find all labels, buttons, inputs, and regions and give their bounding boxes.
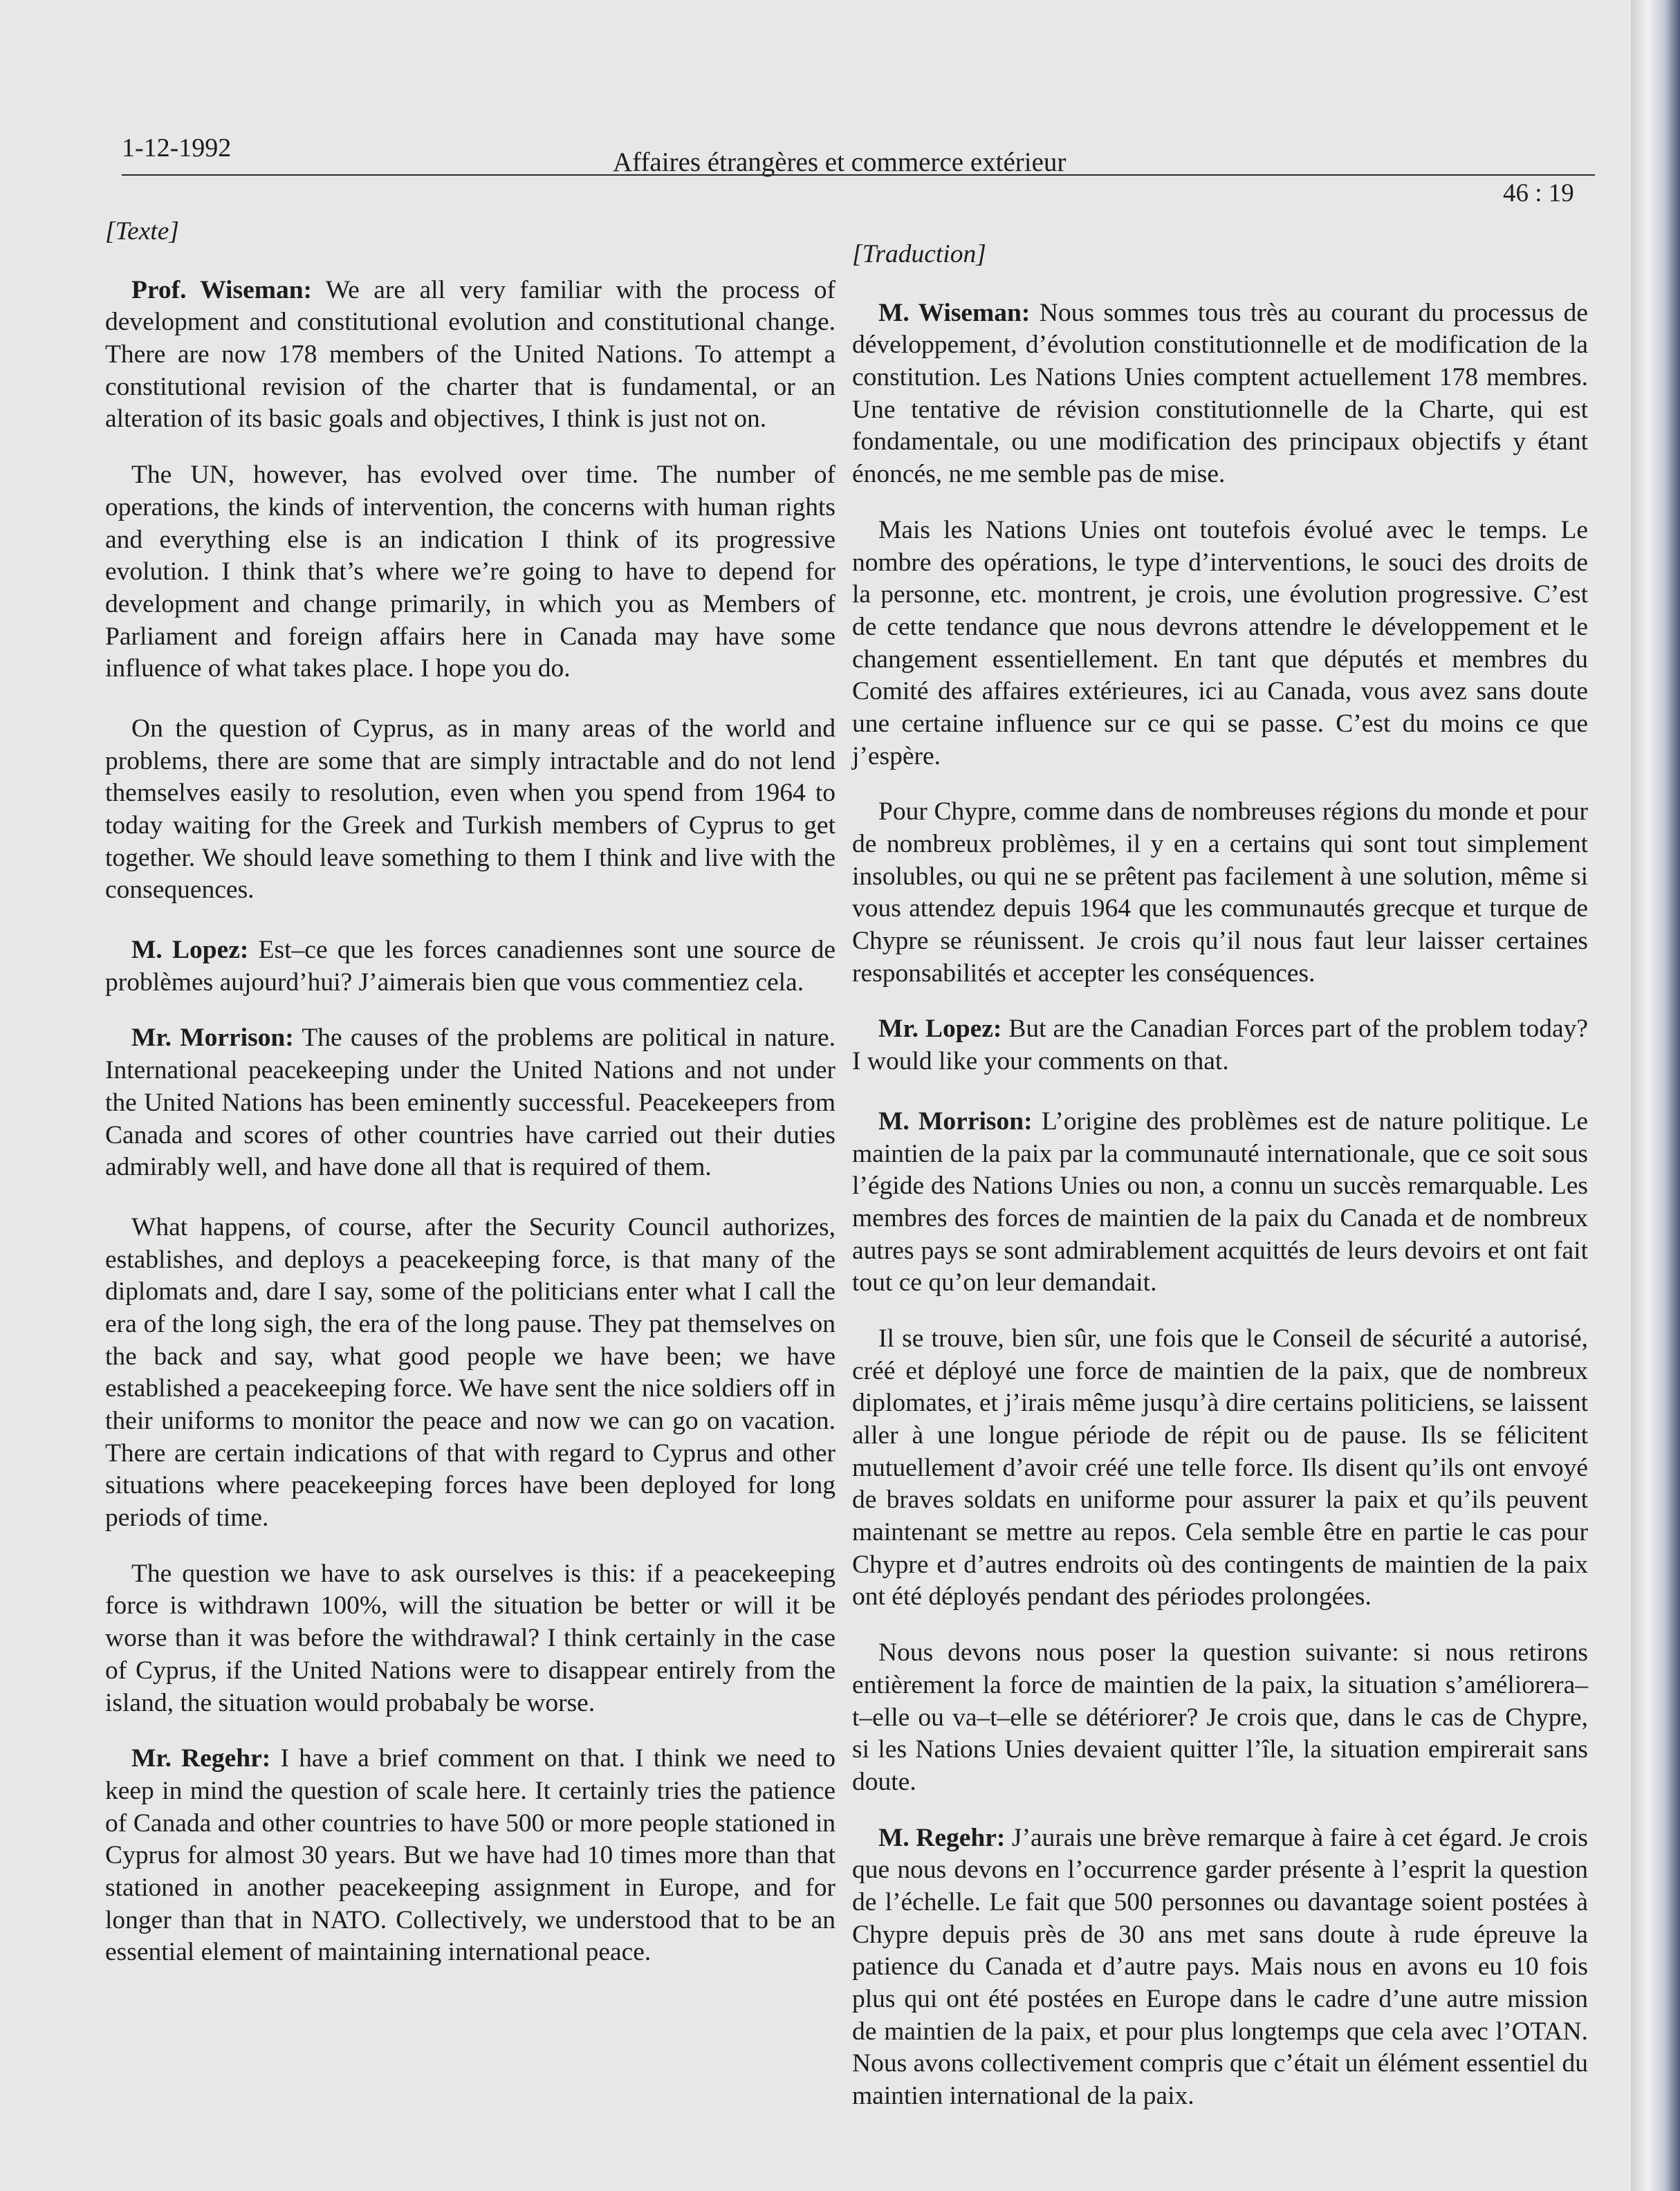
paragraph-text: J’aurais une brève remarque à faire à cet égard. Je crois que nous devons en l’occurrence garder présente à l’esprit la question de l’échelle. Le fait que 500 personnes ou davantage soient postées à Chypre depuis près de 30 ans met sans doute à rude épreuve la patience du Canada et d’autre pays. Mais nous en avons eu 10 fois plus qui ont été postées en Europe dans le cadre d’une autre mission de maintien de la paix, et pour plus longtemps que cela avec l’OTAN. Nous avons collectivement compris que c’était un élément essentiel du maintien international de la paix.: [852, 1823, 1588, 2111]
paragraph-text: Pour Chypre, comme dans de nombreuses régions du monde et pour de nombreux problèmes, il y en a certains qui sont tout simplement insolubles, ou qui ne se prêtent pas facilement à une solution, même si vous attendez depuis 1964 que les communautés grecque et turque de Chypre se réunissent. Je crois qu’il nous faut leur laisser certaines responsabilités et accepter les conséquences.: [852, 797, 1588, 988]
column-label: [Texte]: [105, 217, 179, 246]
paragraph-text: What happens, of course, after the Security Council authorizes, establishes, and deploys a peacekeeping force, is that many of the diplomats and, dare I say, some of the politicians enter what I call the era of the long sigh, the era of the long pause. They pat themselves on the back and say, what good people we have been; we have established a peacekeeping force. We have sent the nice soldiers off in their uniforms to monitor the peace and now we can go on vacation. There are certain indications of that with regard to Cyprus and other situations where peacekeeping forces have been deployed for long periods of time.: [105, 1212, 836, 1533]
paragraph-text: On the question of Cyprus, as in many areas of the world and problems, there are some that are simply intractable and do not lend themselves easily to resolution, even when you spend from 1964 to today waiting for the Greek and Turkish members of Cyprus to get together. We should leave something to them I think and live with the consequences.: [105, 714, 836, 905]
column-label: [Traduction]: [852, 240, 986, 268]
paragraph: [105, 275, 836, 436]
speaker-name: M. Regehr:: [878, 1823, 1006, 1852]
paragraph: [105, 459, 836, 685]
paragraph-text: L’origine des problèmes est de nature politique. Le maintien de la paix par la communauté internationale, que ce soit sous l’égide des Nations Unies ou non, a connu un succès remarquable. Les membres des forces de maintien de la paix du Canada et de nombreux autres pays se sont admirablement acquittés de leurs devoirs et ont fait tout ce qu’on leur demandait.: [852, 1107, 1589, 1297]
paragraph-text: I have a brief comment on that. I think we need to keep in mind the question of scale here. It certainly tries the patience of Canada and other countries to have 500 or more people stationed in Cyprus for almost 30 years. But we have had 10 times more than that stationed in another peacekeeping assignment in Europe, and for longer than that in NATO. Collectively, we understood that to be an essential element of maintaining international peace.: [105, 1744, 836, 1967]
page-header: [122, 133, 1595, 207]
paragraph: [105, 1743, 836, 1969]
paragraph: [852, 1822, 1588, 2113]
right-column-french: [852, 239, 1588, 2136]
paragraph: [105, 713, 836, 907]
speaker-name: Mr. Morrison:: [131, 1024, 294, 1053]
left-column-english: [105, 216, 836, 1993]
book-page-edge: [1631, 0, 1680, 2191]
paragraph-text: The question we have to ask ourselves is this: if a peacekeeping force is withdrawn 100%, will the situation be better or will it be worse than it was before the withdrawal? I think certainly in the case of Cyprus, if the United Nations were to disappear entirely from the island, the situation would probabaly be worse.: [105, 1559, 836, 1717]
paragraph-text: Est–ce que les forces canadiennes sont une source de problèmes aujourd’hui? J’aimerais bien que vous commentiez cela.: [105, 936, 836, 997]
paragraph: [105, 934, 836, 999]
paragraph: [852, 1013, 1588, 1078]
paragraph-text: Nous devons nous poser la question suivante: si nous retirons entièrement la force de maintien de la paix, la situation s’améliorera–t–elle ou va–t–elle se détériorer? Je crois que, dans le cas de Chypre, si les Nations Unies devaient quitter l’île, la situation empirerait sans doute.: [852, 1638, 1588, 1796]
paragraph-text: The UN, however, has evolved over time. The number of operations, the kinds of intervention, the concerns with human rights and everything else is an indication I think of its progressive evolution. I think that’s where we’re going to have to depend for development and change primarily, in which you as Members of Parliament and foreign affairs here in Canada may have some influence of what takes place. I hope you do.: [105, 461, 836, 683]
speaker-name: Mr. Lopez:: [878, 1015, 1002, 1044]
paragraph-text: We are all very familiar with the process of development and constitutional evolution and constitutional change. There are now 178 members of the United Nations. To attempt a constitutional revision of the charter that is fundamental, or an alteration of its basic goals and objectives, I think is just not on.: [105, 275, 836, 434]
speaker-name: M. Wiseman:: [878, 298, 1031, 327]
header-title: Affaires étrangères et commerce extérieur: [613, 147, 1067, 177]
speaker-name: M. Morrison:: [878, 1107, 1033, 1136]
paragraph: [852, 297, 1588, 491]
paragraph: [852, 796, 1588, 990]
paragraph: [105, 1212, 836, 1535]
paragraph: [852, 1637, 1588, 1798]
paragraph-text: Mais les Nations Unies ont toutefois évolué avec le temps. Le nombre des opérations, le type d’interventions, le souci des droits de la personne, etc. montrent, je crois, une évolution progressive. C’est de cette tendance que nous devrons attendre le développement et le changement essentiellement. En tant que députés et membres du Comité des affaires extérieures, ici au Canada, vous avez sans doute une certaine influence sur ce qui se passe. C’est du moins ce que j’espère.: [852, 515, 1588, 770]
page-number: 46 : 19: [1503, 179, 1574, 207]
paragraph-text: But are the Canadian Forces part of the problem today? I would like your comments on that.: [852, 1015, 1588, 1076]
speaker-name: Mr. Regehr:: [131, 1744, 271, 1773]
paragraph: [852, 1323, 1588, 1614]
paragraph: [105, 1558, 836, 1719]
paragraph-text: Nous sommes tous très au courant du processus de développement, d’évolution constitutionnelle et de modification de la constitution. Les Nations Unies comptent actuellement 178 membres. Une tentative de révision constitutionnelle de la Charte, qui est fondamentale, ou une modification des principaux objectifs y étant énoncés, ne me semble pas de mise.: [852, 298, 1588, 489]
speaker-name: Prof. Wiseman:: [131, 275, 313, 304]
paragraph: [105, 1022, 836, 1183]
header-rule: [122, 174, 1595, 176]
header-date: 1-12-1992: [122, 133, 232, 163]
paragraph-text: Il se trouve, bien sûr, une fois que le Conseil de sécurité a autorisé, créé et déployé une force de maintien de la paix, que de nombreux diplomates, et j’irais même jusqu’à dire certains politiciens, se laissent aller à une longue période de répit ou de pause. Ils se félicitent mutuellement d’avoir créé une telle force. Ils disent qu’ils ont envoyé de braves soldats en uniforme pour assurer la paix et qu’ils peuvent maintenant se mettre au repos. Cela semble être en partie le cas pour Chypre et d’autres endroits où des contingents de maintien de la paix ont été déployés pendant des périodes prolongées.: [852, 1324, 1588, 1611]
paragraph: [852, 515, 1588, 773]
paragraph: [852, 1106, 1588, 1300]
paragraph-text: The causes of the problems are political in nature. International peacekeeping under the United Nations and not under the United Nations has been eminently successful. Peacekeepers from Canada and scores of other countries have carried out their duties admirably well, and have done all that is required of them.: [105, 1024, 836, 1182]
speaker-name: M. Lopez:: [131, 936, 249, 965]
